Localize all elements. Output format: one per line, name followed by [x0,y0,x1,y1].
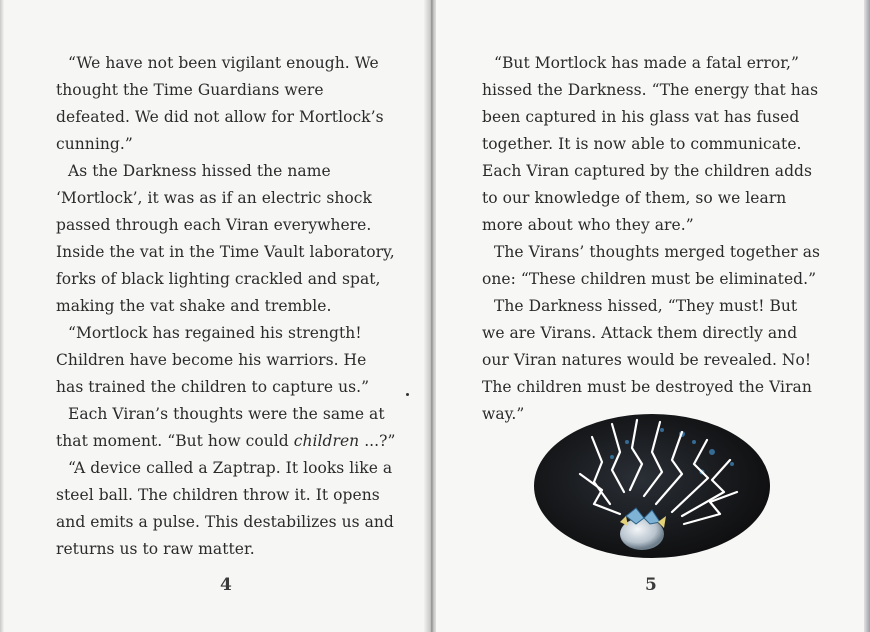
page-edge [0,0,4,632]
left-page-text [56,50,396,563]
right-page-text [482,50,822,428]
paragraph: “Mortlock has regained his strength! Children have become his warriors. He has trained the children to capture us.” [56,324,370,396]
print-speck [406,393,409,396]
paragraph: The Darkness hissed, “They must! But we are Virans. Attack them directly and our Viran natures would be revealed. No! The children must be destroyed the Viran way.” [482,297,812,423]
paragraph [56,401,396,455]
page-number: 4 [220,575,232,595]
page-number: 5 [645,575,657,595]
right-page [436,0,870,632]
paragraph-text: Each Viran’s thoughts were the same at that moment. “But how could [56,405,385,450]
paragraph: As the Darkness hissed the name ‘Mortlock’, it was as if an electric shock passed through each Viran everywhere. Inside the vat in the Time Vault laboratory, forks of black lighting crackled and spat, making the vat shake and tremble. [56,162,395,315]
left-page [0,0,432,632]
italic-word: children [293,432,360,450]
lightning-vat-illustration [532,412,772,560]
paragraph: “We have not been vigilant enough. We thought the Time Guardians were defeated. We did not allow for Mortlock’s cunning.” [56,54,384,153]
paragraph: The Virans’ thoughts merged together as one: “These children must be eliminated.” [482,243,821,288]
paragraph: “But Mortlock has made a fatal error,” hissed the Darkness. “The energy that has been captured in his glass vat has fused together. It is now able to communicate. Each Viran captured by the children adds to our knowledge of them, so we learn more about who they are.” [482,54,819,234]
page-edge [864,0,870,632]
paragraph-text: ...?” [359,432,396,450]
paragraph: “A device called a Zaptrap. It looks like a steel ball. The children throw it. It opens and emits a pulse. This destabilizes us and returns us to raw matter. [56,459,394,558]
